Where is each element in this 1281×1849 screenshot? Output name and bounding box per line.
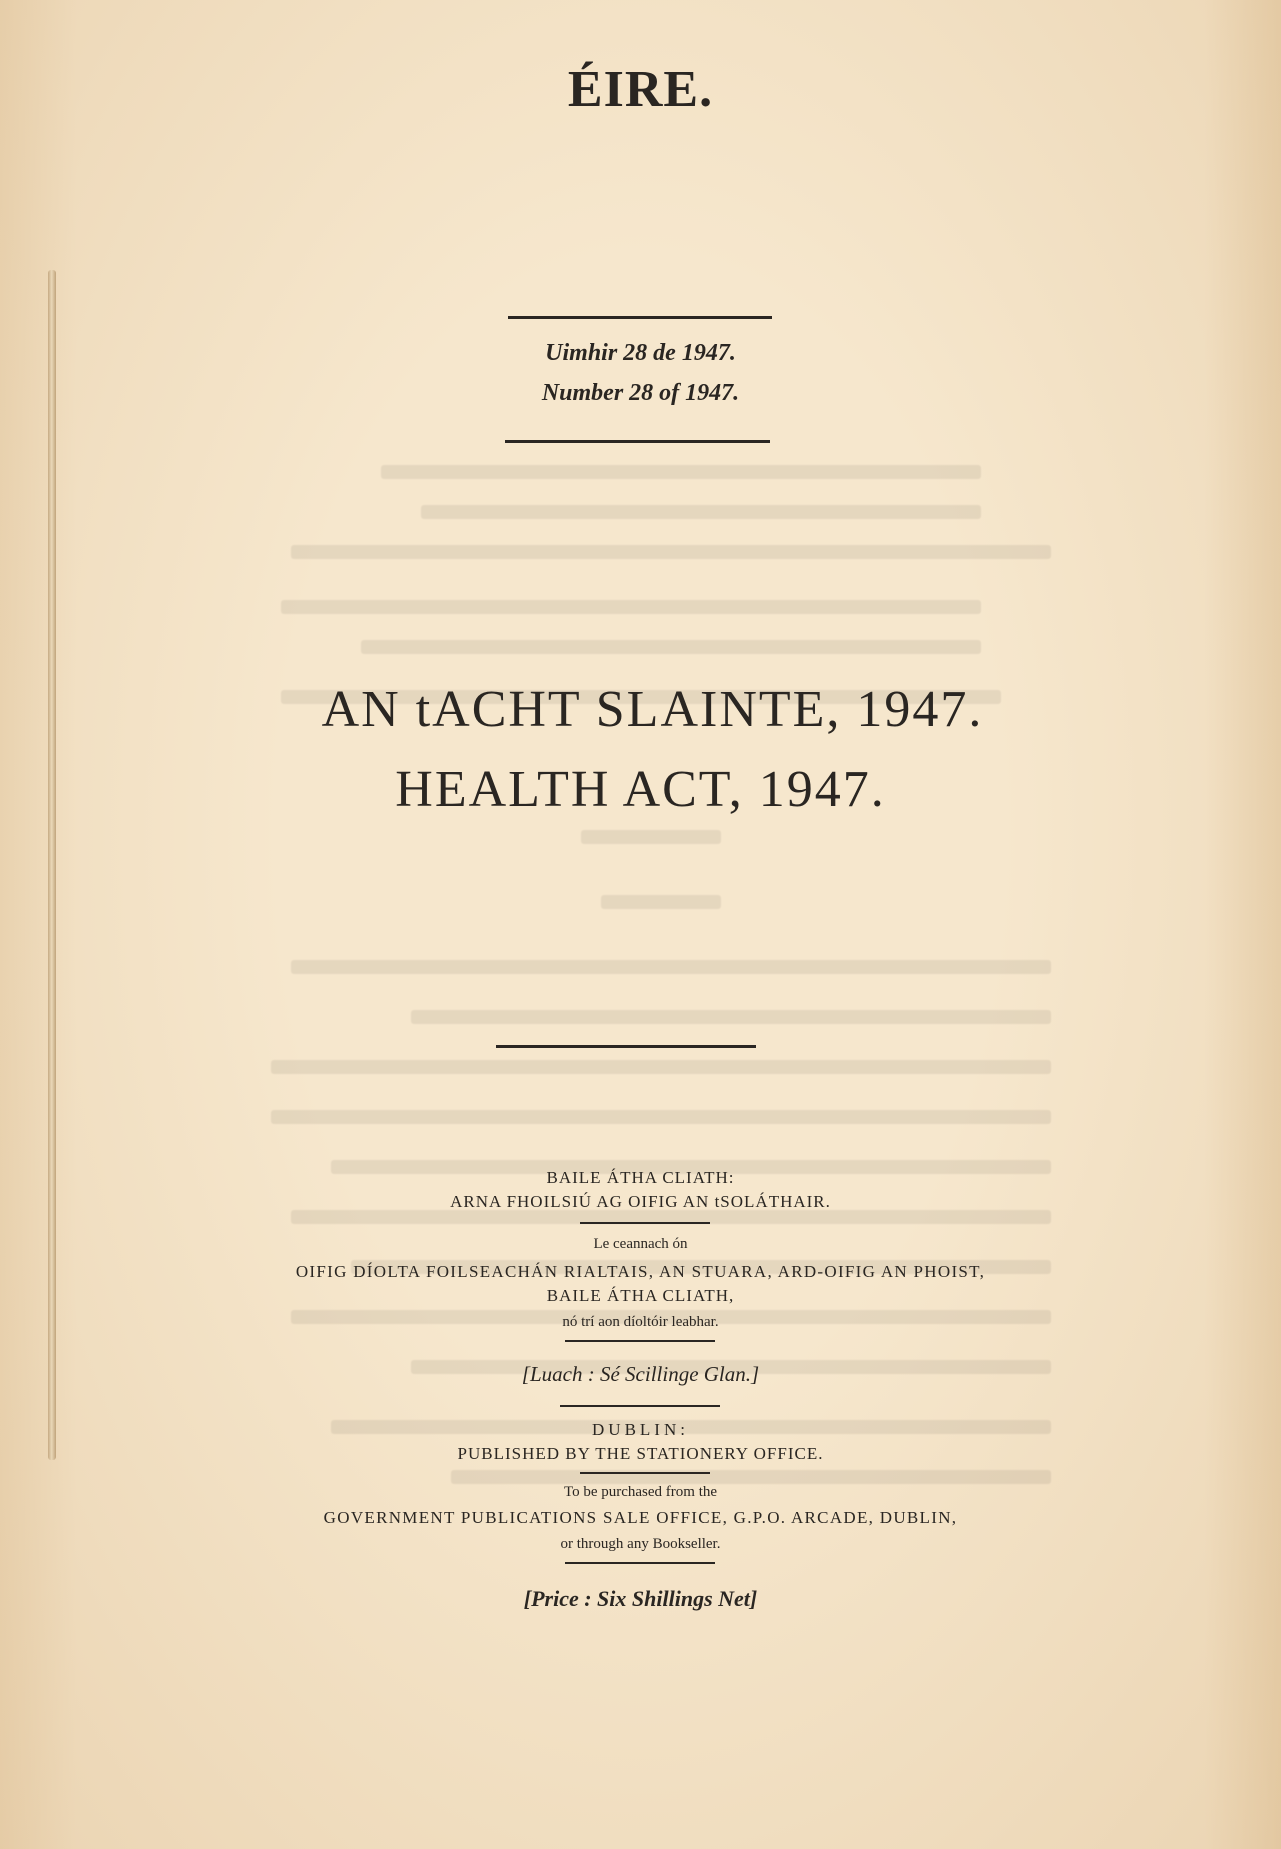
act-number-irish: Uimhir 28 de 1947.: [545, 340, 736, 366]
divider-rule: [505, 440, 770, 443]
divider-rule: [508, 316, 772, 319]
divider-rule: [565, 1340, 715, 1342]
act-title-english: HEALTH ACT, 1947.: [395, 761, 886, 818]
divider-rule: [496, 1045, 756, 1048]
price-english: [Price : Six Shillings Net]: [523, 1586, 758, 1611]
act-number-english: Number 28 of 1947.: [541, 380, 740, 406]
sale-office-irish: OIFIG DÍOLTA FOILSEACHÁN RIALTAIS, AN STUARA, ARD-OIFIG AN PHOIST,: [295, 1262, 986, 1281]
sale-office-english: GOVERNMENT PUBLICATIONS SALE OFFICE, G.P.O. ARCADE, DUBLIN,: [323, 1508, 958, 1527]
imprint-place-irish: BAILE ÁTHA CLIATH:: [546, 1168, 735, 1187]
bookseller-english: or through any Bookseller.: [560, 1536, 721, 1552]
sale-office-city-irish: BAILE ÁTHA CLIATH,: [546, 1286, 735, 1305]
purchase-intro-irish: Le ceannach ón: [593, 1236, 688, 1252]
purchase-intro-english: To be purchased from the: [563, 1484, 718, 1500]
imprint-publisher-irish: ARNA FHOILSIÚ AG OIFIG AN tSOLÁTHAIR.: [450, 1192, 831, 1211]
divider-rule: [580, 1222, 710, 1224]
act-title-irish: AN tACHT SLAINTE, 1947.: [321, 681, 984, 738]
country-heading: ÉIRE.: [567, 61, 714, 118]
price-irish: [Luach : Sé Scillinge Glan.]: [521, 1362, 760, 1386]
bookseller-irish: nó trí aon díoltóir leabhar.: [562, 1314, 719, 1330]
imprint-publisher-english: PUBLISHED BY THE STATIONERY OFFICE.: [457, 1444, 824, 1463]
divider-rule: [560, 1405, 720, 1407]
imprint-place-english: DUBLIN:: [592, 1420, 689, 1439]
divider-rule: [565, 1562, 715, 1564]
divider-rule: [580, 1472, 710, 1474]
